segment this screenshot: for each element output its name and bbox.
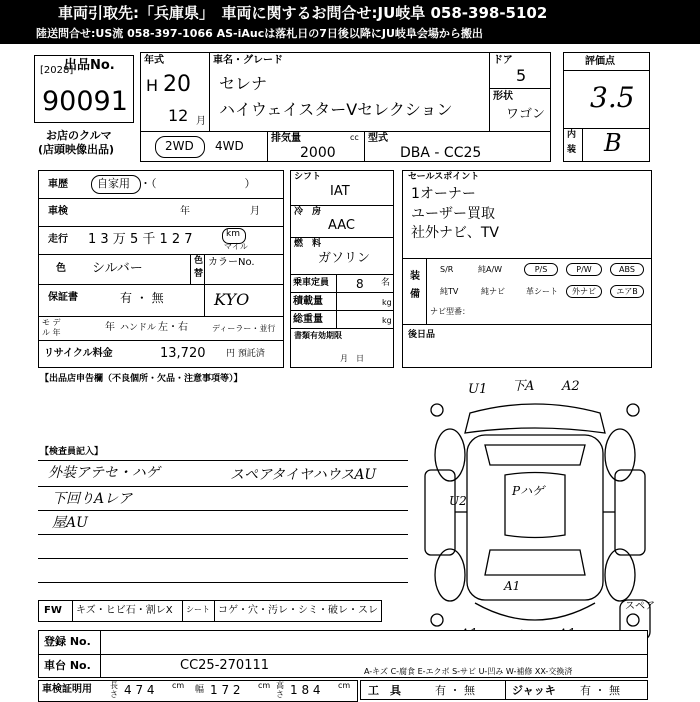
equip-leather: 革シート (526, 287, 558, 296)
model-year-unit: 年 (105, 322, 115, 333)
equip-abs: ABS (610, 263, 644, 276)
cert-height-label-2: さ (276, 690, 284, 699)
equip-airbag: エアB (610, 285, 644, 298)
cert-height-unit: cm (338, 681, 351, 690)
warranty-value: 有 ・ 無 (120, 291, 164, 305)
fw-items: キズ・ヒビ石・割レX (76, 605, 173, 616)
fuel-label: 燃 料 (294, 239, 322, 249)
damage-legend: A-キズ C-腐食 E-エクボ S-サビ U-凹み W-補修 XX-交換済 (364, 667, 573, 676)
history-rest: ・（ ） (140, 177, 256, 190)
fuel-value: ガソリン (318, 251, 371, 266)
year-value: 20 (163, 72, 191, 97)
equip-tv: 純TV (440, 287, 459, 296)
header-bar (0, 0, 700, 44)
warranty-label: 保証書 (48, 292, 78, 303)
cert-length: 4 7 4 (124, 683, 155, 697)
cc-unit: cc (350, 133, 359, 142)
color-no: KYO (214, 290, 250, 309)
cert-height: 1 8 4 (290, 683, 321, 697)
inspection-month: 月 (250, 206, 260, 217)
seat-label: シート (186, 605, 210, 614)
inspection-year: 年 (180, 206, 190, 217)
capacity-value: 8 (356, 277, 364, 291)
navi-model-label: ナビ型番： (430, 307, 470, 316)
gross-label: 総重量 (293, 314, 323, 325)
sales-point-3: 社外ナビ、TV (411, 225, 499, 241)
car-name: セレナ (219, 74, 268, 93)
name-label: 車名・グレード (213, 55, 283, 66)
inspector-note-2: スペアタイヤハウスAU (230, 467, 377, 483)
score: 3.5 (590, 81, 635, 114)
recycle-fee: 13,720 (160, 346, 206, 361)
dealer-label: ディーラー・並行 (212, 324, 276, 333)
year-label: 年式 (144, 55, 164, 66)
equip-pw: P/W (566, 263, 602, 276)
door-count: 5 (516, 66, 527, 85)
handle-label: ハンドル (120, 323, 157, 333)
gross-unit: kg (382, 316, 392, 325)
fw-label: FW (44, 605, 62, 616)
mileage-label: 走行 (48, 234, 68, 245)
shape-label: 形状 (493, 91, 513, 102)
car-grade: ハイウェイスターVセレクション (219, 100, 453, 119)
lot-label: 出品No. (64, 58, 115, 73)
ac-value: AAC (328, 218, 355, 233)
reg-expiry-unit: 月 日 (340, 354, 364, 363)
recycle-unit: 円 預託済 (226, 349, 265, 359)
diagram-top-label-2: 下A (512, 379, 535, 394)
header-line-1: 車両引取先:「兵庫県」 車両に関するお問合せ:JU岐阜 058-398-5102 (58, 4, 548, 22)
interior-grade: B (604, 129, 622, 157)
jack-value: 有 ・ 無 (580, 684, 620, 697)
score-label: 評価点 (585, 56, 615, 67)
mile-unit: マイル (224, 242, 248, 251)
after-items-label: 後日品 (408, 330, 436, 340)
diagram-center-label: Pハゲ (512, 484, 545, 498)
equipment-label-1: 装 (410, 271, 420, 282)
cert-width-label: 幅 (195, 685, 205, 695)
color-no-label: カラーNo. (208, 257, 255, 268)
sales-label: セールスポイント (408, 172, 480, 182)
inspector-label: 【検査員記入】 (40, 447, 104, 457)
load-label: 積載量 (293, 296, 323, 307)
cert-length-label-1: 長 (110, 681, 118, 690)
capacity-label: 乗車定員 (293, 278, 330, 288)
history-label: 車歴 (48, 179, 68, 190)
shop-label-2: (店頭映像出品) (38, 143, 115, 156)
equipment-label-2: 備 (410, 289, 420, 300)
diagram-hood-label: A1 (504, 579, 521, 593)
month-value: 12 (168, 106, 189, 125)
lot-small-code: [2028] (40, 65, 74, 76)
car-damage-diagram (415, 375, 655, 645)
color-change-1: 色 (194, 256, 204, 266)
shape-value: ワゴン (506, 107, 546, 122)
interior-label-1: 内 (567, 130, 577, 140)
model-year-label-1: モ デ (42, 318, 61, 327)
seat-items: コゲ・穴・汚レ・シミ・破レ・スレ (218, 605, 378, 616)
reg-expiry-label: 書類有効期限 (294, 331, 342, 340)
diagram-top-label-1: U1 (468, 382, 488, 397)
cert-height-label-1: 高 (276, 681, 284, 690)
cert-length-label-2: さ (110, 690, 118, 699)
displacement: 2000 (300, 145, 336, 161)
mileage-value: 1 3 万 5 千 1 2 7 (88, 232, 193, 247)
drive-4wd: 4WD (215, 139, 244, 153)
model-year-label-2: ル 年 (42, 328, 61, 337)
chassis-label: 車台 No. (44, 659, 91, 672)
sales-point-1: 1オーナー (411, 186, 476, 202)
inspector-note-3: 下回りAレア (52, 491, 133, 507)
load-unit: kg (382, 298, 392, 307)
tools-value: 有 ・ 無 (435, 684, 475, 697)
model: DBA - CC25 (400, 145, 482, 161)
inspection-label: 車検 (48, 206, 68, 217)
header-line-2: 陸送問合せ:US流 058-397-1066 AS-iAucは落札日の7日後以降にJU岐阜会場から搬出 (36, 27, 483, 40)
year-era: H (146, 76, 159, 95)
displacement-label: 排気量 (271, 133, 301, 144)
door-label: ドア (493, 55, 513, 66)
jack-label: ジャッキ (512, 684, 556, 697)
interior-label-2: 装 (567, 145, 577, 155)
cert-length-unit: cm (172, 681, 185, 690)
equip-aftermarket-navi: 外ナビ (566, 285, 602, 298)
inspector-note-1: 外装アテセ・ハゲ (48, 465, 160, 481)
lot-number: 90091 (42, 86, 128, 117)
month-unit: 月 (196, 116, 206, 127)
chassis-no: CC25-270111 (180, 658, 270, 673)
drive-2wd: 2WD (165, 139, 194, 153)
cert-width: 1 7 2 (210, 683, 241, 697)
color-change-2: 替 (194, 269, 204, 279)
diagram-top-label-3: A2 (562, 379, 580, 394)
history-value: 自家用 (97, 177, 130, 190)
color-value: シルバー (92, 261, 143, 276)
shift-value: IAT (330, 184, 350, 199)
shift-label: シフト (294, 172, 322, 182)
tools-label: 工 具 (368, 684, 401, 697)
equip-sr: S/R (440, 265, 454, 274)
spare-label: スペア (625, 601, 655, 612)
sales-point-2: ユーザー買取 (411, 206, 495, 222)
color-label: 色 (56, 263, 66, 274)
model-label: 型式 (368, 133, 388, 144)
km-unit: km (226, 229, 240, 239)
cert-width-unit: cm (258, 681, 271, 690)
equip-ps: P/S (524, 263, 558, 276)
capacity-unit: 名 (381, 278, 391, 288)
recycle-label: リサイクル料金 (44, 348, 113, 359)
reg-no-label: 登録 No. (44, 635, 91, 648)
handle-value: 左・右 (158, 322, 188, 333)
details-box (38, 170, 284, 368)
inspector-note-4: 屋AU (52, 515, 88, 531)
ac-label: 冷 房 (294, 207, 322, 217)
equip-navi: 純ナビ (481, 287, 505, 296)
equip-alloy: 純A/W (478, 265, 503, 274)
cert-label: 車検証明用 (42, 684, 92, 695)
diagram-left-label: U2 (449, 494, 467, 508)
exhibitor-note-label: 【出品店申告欄（不良個所・欠品・注意事項等）】 (40, 374, 243, 384)
shop-label-1: お店のクルマ (46, 129, 112, 142)
